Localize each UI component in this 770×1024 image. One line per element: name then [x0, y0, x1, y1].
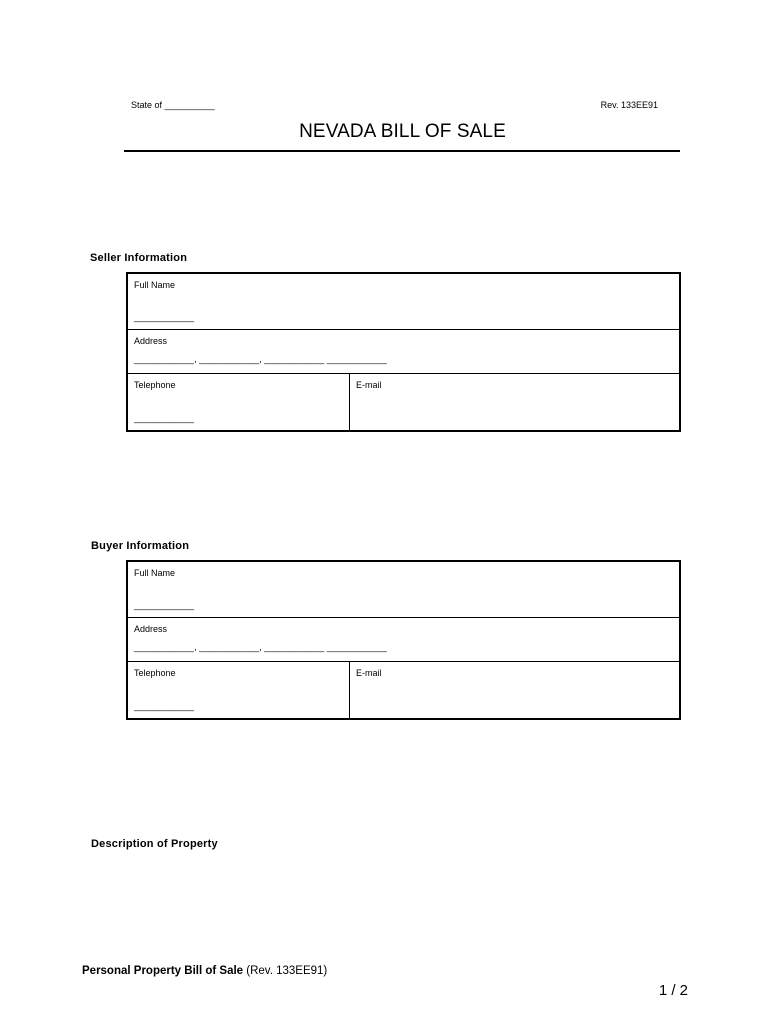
footer-form-revision: (Rev. 133EE91)	[246, 965, 328, 977]
property-section-heading: Description of Property	[91, 838, 218, 850]
page-title: NEVADA BILL OF SALE	[299, 121, 506, 142]
buyer-email-label: E-mail	[356, 668, 382, 678]
buyer-address-row	[128, 618, 679, 662]
seller-telephone-cell	[128, 374, 350, 430]
seller-email-label: E-mail	[356, 380, 382, 390]
buyer-section-heading: Buyer Information	[91, 540, 190, 552]
seller-telephone-label: Telephone	[134, 380, 176, 390]
buyer-address-field[interactable]: ____________, ____________, ____________ ____________	[134, 642, 387, 652]
state-of-field: State of __________	[131, 100, 215, 110]
buyer-full-name-field[interactable]: ____________	[134, 600, 195, 610]
page-indicator: 1 / 2	[658, 982, 688, 999]
buyer-full-name-row	[128, 562, 679, 618]
seller-contact-row	[128, 374, 679, 430]
buyer-address-label: Address	[134, 624, 168, 634]
footer-form-title: Personal Property Bill of Sale	[82, 965, 244, 977]
buyer-info-table	[126, 560, 681, 720]
seller-full-name-label: Full Name	[134, 280, 176, 290]
seller-address-row	[128, 330, 679, 374]
seller-address-label: Address	[134, 336, 168, 346]
buyer-telephone-field[interactable]: ____________	[134, 701, 195, 711]
seller-full-name-field[interactable]: ____________	[134, 312, 195, 322]
seller-full-name-row	[128, 274, 679, 330]
buyer-contact-row	[128, 662, 679, 718]
revision-number: Rev. 133EE91	[600, 100, 658, 110]
seller-info-table	[126, 272, 681, 432]
seller-section-heading: Seller Information	[90, 252, 188, 264]
buyer-full-name-label: Full Name	[134, 568, 176, 578]
title-divider	[124, 150, 680, 152]
footer-form-name	[82, 965, 327, 977]
seller-address-field[interactable]: ____________, ____________, ____________ ____________	[134, 354, 387, 364]
buyer-telephone-cell	[128, 662, 350, 718]
buyer-email-cell[interactable]	[350, 662, 679, 718]
buyer-telephone-label: Telephone	[134, 668, 176, 678]
seller-email-cell[interactable]	[350, 374, 679, 430]
seller-telephone-field[interactable]: ____________	[134, 413, 195, 423]
